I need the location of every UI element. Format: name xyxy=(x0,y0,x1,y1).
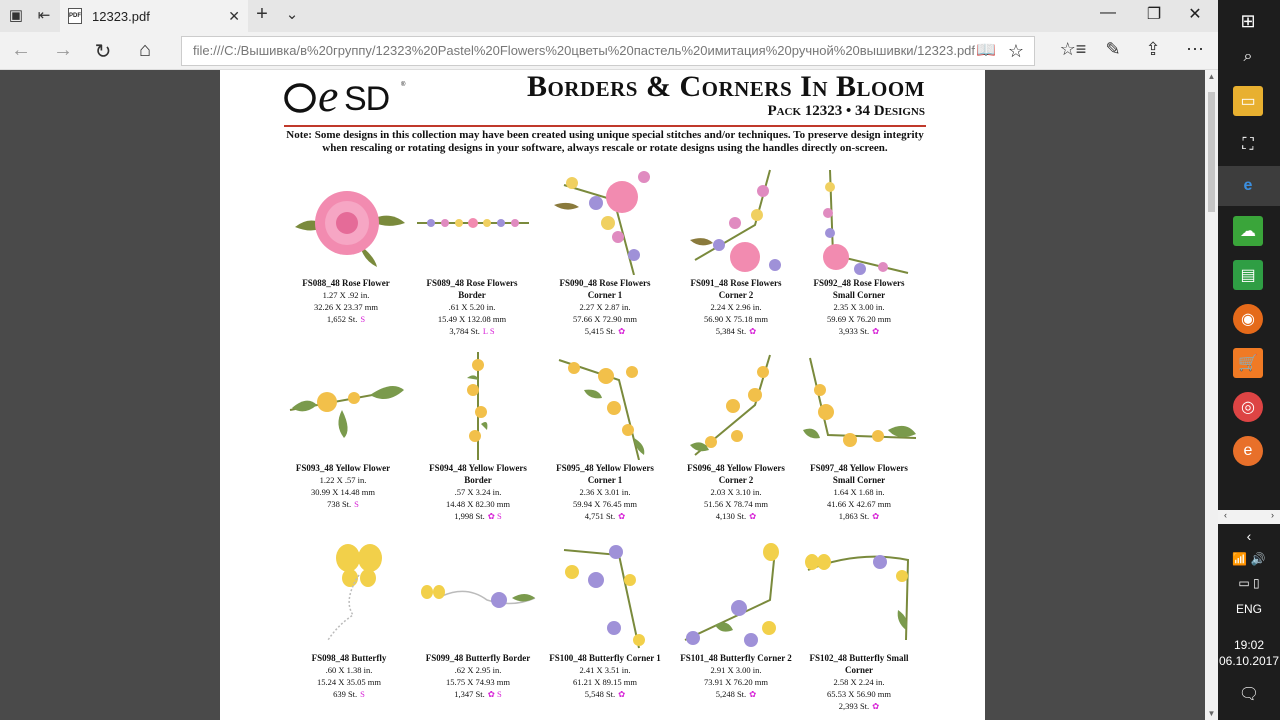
stitch-type-mark: ✿ S xyxy=(487,511,502,521)
windows-start-icon[interactable]: ⊞ xyxy=(1240,10,1256,31)
navigation-bar xyxy=(0,32,1218,70)
chevron-left-icon[interactable]: ‹ xyxy=(1224,510,1227,520)
oesd-logo xyxy=(284,74,419,125)
taskbar xyxy=(1218,0,1280,720)
tab-preview-chevron-icon[interactable]: ⌄ xyxy=(285,6,299,23)
tab-title: 12323.pdf xyxy=(92,8,150,24)
stitch-type-mark: ✿ xyxy=(872,326,880,336)
favorites-hub-icon[interactable]: ☆≡ xyxy=(1059,39,1087,59)
stitch-type-mark: ✿ xyxy=(749,326,757,336)
document-title: Borders & Corners In Bloom xyxy=(526,70,925,103)
butterfly-image xyxy=(288,540,410,650)
minimize-icon[interactable]: — xyxy=(1100,4,1116,21)
design-card: FS098_48 Butterfly .60 X 1.38 in. 15.24 X 35.05 mm 639 St. S xyxy=(288,540,410,700)
design-card: FS091_48 Rose Flowers Corner 2 2.24 X 2.96 in. 56.90 X 75.18 mm 5,384 St. ✿ xyxy=(675,165,797,337)
pdf-icon: PDF xyxy=(68,8,82,24)
web-note-icon[interactable]: ✎ xyxy=(1105,39,1121,59)
cloud-app-icon[interactable]: ☁ xyxy=(1233,216,1263,246)
design-card: FS094_48 Yellow Flowers Border .57 X 3.24 in. 14.48 X 82.30 mm 1,998 St. ✿ S xyxy=(417,350,539,522)
network-icon[interactable]: 📶 🔊 xyxy=(1232,552,1266,566)
stitch-type-mark: S xyxy=(360,689,365,699)
stitch-type-mark: L S xyxy=(482,326,495,336)
shopping-app-icon[interactable]: 🛒 xyxy=(1233,348,1263,378)
design-card: FS093_48 Yellow Flower 1.22 X .57 in. 30.99 X 14.48 mm 738 St. S xyxy=(282,350,404,510)
taskbar-scroll-controls[interactable] xyxy=(1218,510,1280,524)
stitch-type-mark: ✿ S xyxy=(487,689,502,699)
butterfly-corner-2-image xyxy=(675,540,797,650)
action-center-icon[interactable]: 🗨 xyxy=(1238,686,1260,703)
design-card: FS089_48 Rose Flowers Border .61 X 5.20 in. 15.49 X 132.08 mm 3,784 St. L S xyxy=(411,165,533,337)
stitch-type-mark: ✿ xyxy=(872,701,880,711)
stitch-type-mark: ✿ xyxy=(618,511,626,521)
oesd-logo-graphic xyxy=(284,74,419,116)
language-indicator[interactable]: ENG xyxy=(1235,602,1262,616)
design-card: FS101_48 Butterfly Corner 2 2.91 X 3.00 in. 73.91 X 76.20 mm 5,248 St. ✿ xyxy=(675,540,797,700)
document-note: Note: Some designs in this collection may have been created using unique special stitches and/or techniques. To preserve design integrity when rescaling or rotating designs in your software, always rescale or rotate designs using the handles directly on-screen. xyxy=(286,129,924,154)
share-icon[interactable]: ⇪ xyxy=(1145,39,1161,59)
scroll-down-icon[interactable]: ▼ xyxy=(1207,709,1216,718)
design-card: FS092_48 Rose Flowers Small Corner 2.35 X 3.00 in. 59.69 X 76.20 mm 3,933 St. ✿ xyxy=(798,165,920,337)
stitch-type-mark: ✿ xyxy=(618,326,626,336)
rose-corner-1-image xyxy=(544,165,666,275)
home-icon[interactable]: ⌂ xyxy=(138,39,152,61)
design-card: FS099_48 Butterfly Border .62 X 2.95 in. 15.75 X 74.93 mm 1,347 St. ✿ S xyxy=(417,540,539,700)
tab-bar xyxy=(0,0,1218,32)
stitch-type-mark: ✿ xyxy=(618,689,626,699)
yellow-corner-1-image xyxy=(544,350,666,460)
battery-icon[interactable]: ▭ ▯ xyxy=(1238,576,1260,590)
close-tab-icon[interactable]: ✕ xyxy=(228,8,240,24)
document-subtitle: Pack 12323 • 34 Designs xyxy=(767,103,925,119)
stitch-type-mark: ✿ xyxy=(749,511,757,521)
search-icon[interactable]: ⌕ xyxy=(1243,48,1253,65)
close-window-icon[interactable]: ✕ xyxy=(1188,6,1202,23)
address-text: file:///C:/Вышивка/в%20группу/12323%20Pastel%20Flowers%20цветы%20пастель%20имитация%20ручной%20вышивки/12323.pdf xyxy=(193,43,976,58)
scroll-thumb[interactable] xyxy=(1208,92,1215,212)
document-app-icon[interactable]: ▤ xyxy=(1233,260,1263,290)
store-icon[interactable]: ⛶ xyxy=(1242,136,1254,153)
design-card: FS088_48 Rose Flower 1.27 X .92 in. 32.26 X 23.37 mm 1,652 St. S xyxy=(285,165,407,325)
yellow-small-corner-image xyxy=(798,350,920,460)
yellow-flower-image xyxy=(282,350,404,460)
clock-date[interactable]: 06.10.2017 xyxy=(1218,654,1280,668)
edge-icon[interactable]: e xyxy=(1243,177,1253,194)
tab-pdf[interactable] xyxy=(60,0,248,32)
rose-small-corner-image xyxy=(798,165,920,275)
rose-flower-image xyxy=(285,165,407,275)
back-icon[interactable]: ← xyxy=(11,39,31,61)
rose-corner-2-image xyxy=(675,165,797,275)
restore-icon[interactable]: ❐ xyxy=(1146,6,1162,23)
set-aside-tabs-icon[interactable]: ⇤ xyxy=(37,7,51,24)
address-bar[interactable] xyxy=(181,36,1035,66)
favorite-star-icon[interactable]: ☆ xyxy=(1007,41,1024,61)
tabs-aside-icon[interactable]: ▣ xyxy=(8,7,24,24)
butterfly-corner-1-image xyxy=(544,540,666,650)
stitch-type-mark: ✿ xyxy=(749,689,757,699)
clock-time[interactable]: 19:02 xyxy=(1233,638,1265,652)
design-card: FS097_48 Yellow Flowers Small Corner 1.64 X 1.68 in. 41.66 X 42.67 mm 1,863 St. ✿ xyxy=(798,350,920,522)
reading-view-icon[interactable]: 📖 xyxy=(976,42,996,59)
butterfly-small-corner-image xyxy=(798,540,920,650)
stitch-type-mark: ✿ xyxy=(872,511,880,521)
design-card: FS090_48 Rose Flowers Corner 1 2.27 X 2.87 in. 57.66 X 72.90 mm 5,415 St. ✿ xyxy=(544,165,666,337)
svg-text:®: ® xyxy=(401,82,405,88)
chrome-icon[interactable]: ◎ xyxy=(1233,392,1263,422)
design-card: FS100_48 Butterfly Corner 1 2.41 X 3.51 in. 61.21 X 89.15 mm 5,548 St. ✿ xyxy=(544,540,666,700)
more-icon[interactable]: ⋯ xyxy=(1186,39,1204,59)
firefox-icon[interactable]: ◉ xyxy=(1233,304,1263,334)
browser-app-icon[interactable]: e xyxy=(1233,436,1263,466)
svg-text:e: e xyxy=(318,74,338,116)
file-explorer-icon[interactable]: ▭ xyxy=(1233,86,1263,116)
chevron-right-icon[interactable]: › xyxy=(1271,510,1274,520)
design-card: FS096_48 Yellow Flowers Corner 2 2.03 X 3.10 in. 51.56 X 78.74 mm 4,130 St. ✿ xyxy=(675,350,797,522)
design-card: FS102_48 Butterfly Small Corner 2.58 X 2.24 in. 65.53 X 56.90 mm 2,393 St. ✿ xyxy=(798,540,920,712)
show-hidden-icons-chevron-icon[interactable]: ‹ xyxy=(1246,528,1252,544)
rose-border-image xyxy=(411,165,533,275)
stitch-type-mark: S xyxy=(360,314,366,324)
design-card: FS095_48 Yellow Flowers Corner 1 2.36 X 3.01 in. 59.94 X 76.45 mm 4,751 St. ✿ xyxy=(544,350,666,522)
scroll-up-icon[interactable]: ▲ xyxy=(1207,72,1216,81)
new-tab-icon[interactable]: + xyxy=(256,3,268,25)
yellow-border-image xyxy=(417,350,539,460)
svg-text:SD: SD xyxy=(344,80,390,116)
stitch-type-mark: S xyxy=(354,499,359,509)
refresh-icon[interactable]: ↻ xyxy=(94,41,112,63)
forward-icon[interactable]: → xyxy=(53,39,73,61)
vertical-scrollbar[interactable] xyxy=(1205,70,1218,720)
butterfly-border-image xyxy=(417,540,539,650)
pdf-page xyxy=(220,70,985,720)
title-rule xyxy=(284,125,926,127)
yellow-corner-2-image xyxy=(675,350,797,460)
